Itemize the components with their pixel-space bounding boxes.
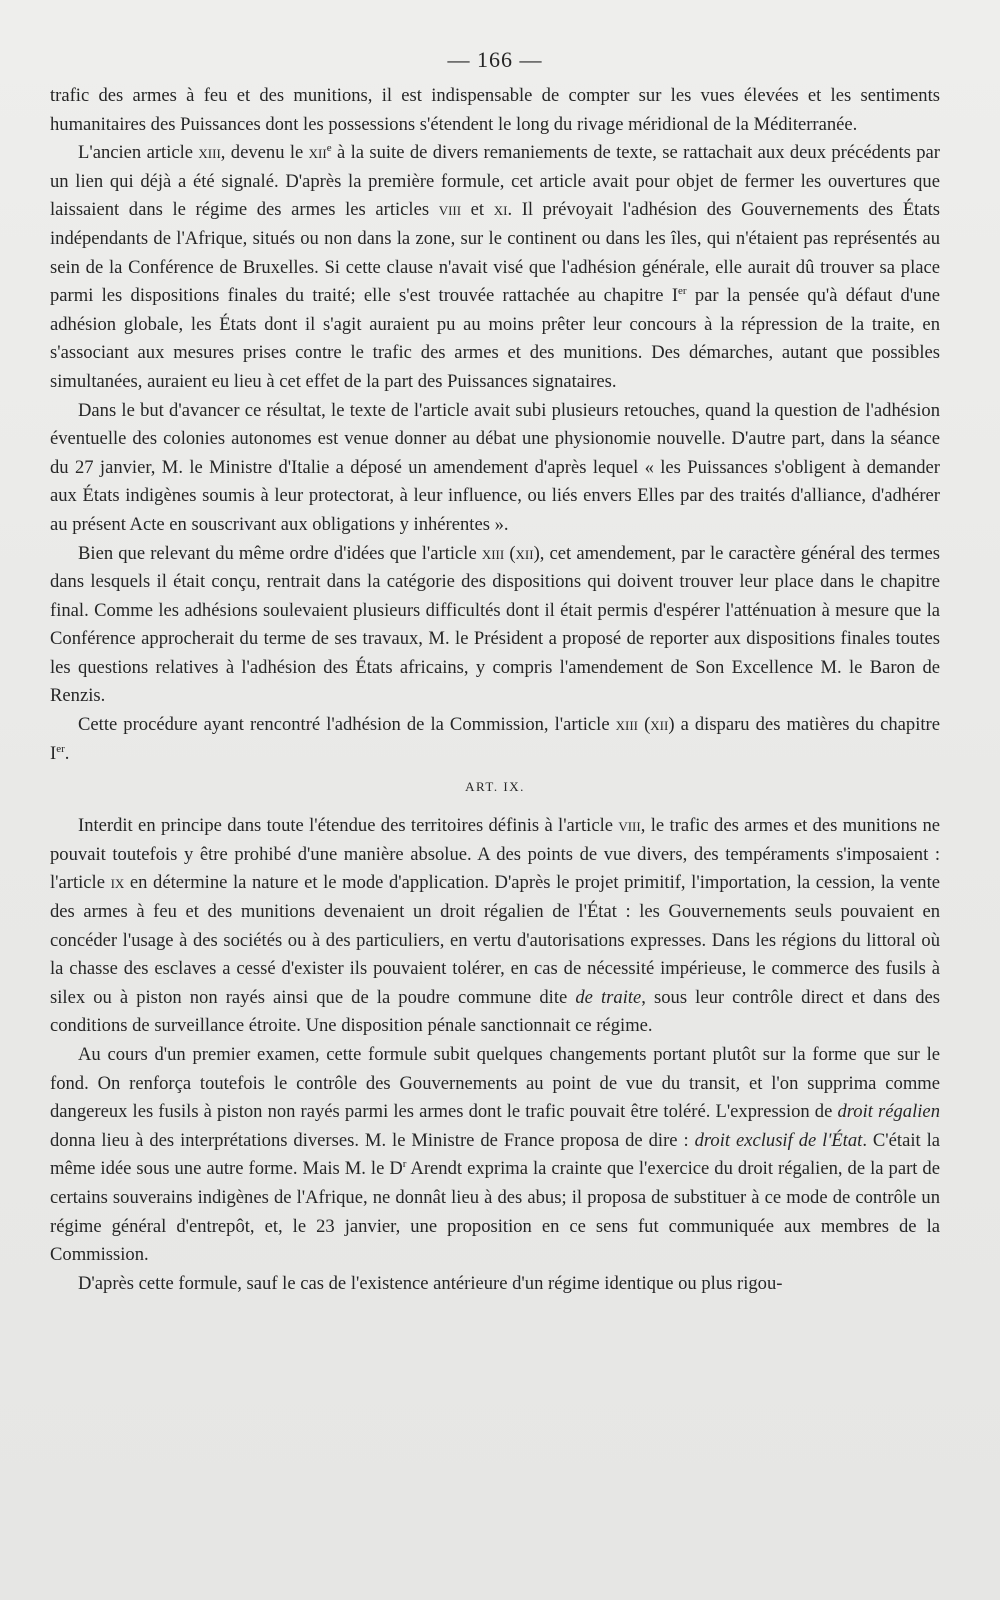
paragraph: trafic des armes à feu et des munitions, il est indispensable de compter sur les vues élevées et les sentiments humanitaires des Puissances dont les possessions s'étendent le long du rivage méridional de la Méditerranée. [50, 85, 940, 135]
text-run: Au cours d'un premier examen, cette formule subit quelques changements portant plutôt sur la forme que sur le fond. On renforça toutefois le contrôle des Gouvernements au point de vue du transit, et l'on supprima comme dangereux les fusils à piston non rayés parmi les armes dont le trafic pouvait être toléré. L'expression de [50, 1044, 940, 1123]
roman-numeral: ix [110, 872, 125, 894]
text-run: . [64, 742, 70, 764]
text-run: et [461, 199, 494, 221]
body-text [50, 82, 940, 1298]
text-run: à la suite de divers remaniements de texte, se rattachait aux deux précédents par un lien qui déjà a été signalé. D'après la première formule, cet article avait pour objet de fermer les ouvertures que laissaient dans le régime des armes les articles [50, 142, 940, 221]
article-heading: ART. IX. [465, 779, 525, 795]
roman-numeral: xii [650, 714, 669, 736]
page-number: — 166 — [447, 47, 543, 72]
roman-numeral: xiii [615, 714, 639, 736]
paragraph [50, 139, 940, 396]
roman-numeral: viii [618, 815, 641, 837]
text-run: , sous leur contrôle direct et dans des conditions de surveillance étroite. Une disposition pénale sanctionnait ce régime. [50, 986, 940, 1037]
italic-text: droit exclusif de l'État [694, 1129, 863, 1151]
text-run: Cette procédure ayant rencontré l'adhésion de la Commission, l'article [78, 714, 616, 736]
italic-text: de traite [575, 986, 642, 1008]
roman-numeral: xii [308, 142, 327, 164]
text-run: en détermine la nature et le mode d'application. D'après le projet primitif, l'importation, la cession, la vente des armes à feu et des munitions devenaient un droit régalien de l'État : les Gouvernements seuls pouvaient en concéder l'usage à des sociétés ou à des particuliers, en vertu d'autorisations expresses. Dans les régions du littoral où la chasse des esclaves a cessé d'exister ils pouvaient tolérer, en cas de nécessité impérieuse, le commerce des fusils à silex ou à piston non rayés ainsi que de la poudre commune dite [50, 872, 940, 1008]
paragraph: D'après cette formule, sauf le cas de l'existence antérieure d'un régime identique ou plus rigou- [78, 1272, 783, 1294]
paragraph [50, 540, 940, 712]
text-run: Arendt exprima la crainte que l'exercice du droit régalien, de la part de certains souverains indigènes de l'Afrique, ne donnât lieu à des abus; il proposa de substituer à ce mode de contrôle un régime général d'entrepôt, et, le 23 janvier, une proposition en ce sens fut communiquée aux membres de la Commission. [50, 1158, 940, 1266]
paragraph [50, 812, 940, 1041]
paragraph [50, 711, 940, 768]
text-run: . Il prévoyait l'adhésion des Gouvernements des États indépendants de l'Afrique, situés ou non dans la zone, sur le continent ou dans les îles, qui n'étaient pas représentés au sein de la Conférence de Bruxelles. Si cette clause n'avait visé que l'adhésion générale, elle aurait dû trouver sa place parmi les dispositions finales du traité; elle s'est trouvée rattachée au chapitre I [50, 199, 940, 307]
roman-numeral: viii [438, 199, 462, 221]
text-run: ( [638, 714, 651, 736]
text-run: , devenu le [220, 142, 309, 164]
text-run: ( [504, 542, 516, 564]
text-run: , le trafic des armes et des munitions ne pouvait toutefois y être prohibé d'une manière absolue. A des points de vue divers, des tempéraments s'imposaient : l'article [50, 815, 941, 894]
text-run: L'ancien article [78, 142, 199, 164]
text-run: ) a disparu des matières du chapitre I [50, 714, 941, 764]
text-run: ), cet amendement, par le caractère général des termes dans lesquels il était conçu, rentrait dans la catégorie des dispositions qui doivent trouver leur place dans le chapitre final. Comme les adhésions soulevaient plusieurs difficultés dont il était permis d'espérer l'atténuation à mesure que la Conférence approcherait du terme de ses travaux, M. le Président a proposé de reporter aux dispositions finales toutes les questions relatives à l'adhésion des États africains, y compris l'amendement de Son Excellence M. le Baron de Renzis. [50, 542, 940, 707]
text-run: donna lieu à des interprétations diverses. M. le Ministre de France proposa de dire : [50, 1129, 695, 1151]
roman-numeral: xiii [198, 142, 221, 164]
text-run: Bien que relevant du même ordre d'idées que l'article [78, 542, 482, 564]
italic-text: droit régalien [837, 1101, 940, 1123]
text-run: Interdit en principe dans toute l'étendue des territoires définis à l'article [78, 815, 619, 837]
text-run: . C'était la même idée sous une autre forme. Mais M. le D [50, 1129, 941, 1180]
roman-numeral: xiii [481, 542, 505, 564]
roman-numeral: xi [493, 199, 508, 221]
text-run: par la pensée qu'à défaut d'une adhésion globale, les États dont il s'agit auraient pu au moins prêter leur concours à la répression de la traite, en s'associant aux mesures prises contre le trafic des armes et des munitions. Des démarches, autant que possibles simultanées, auraient eu lieu à cet effet de la part des Puissances signataires. [50, 285, 940, 392]
roman-numeral: xii [515, 542, 534, 564]
superscript: er [56, 742, 65, 755]
paragraph [50, 1041, 940, 1270]
superscript: er [678, 284, 687, 297]
superscript: e [326, 142, 332, 154]
superscript: r [402, 1158, 407, 1171]
paragraph: Dans le but d'avancer ce résultat, le texte de l'article avait subi plusieurs retouches, quand la question de l'adhésion éventuelle des colonies autonomes est venue donner au débat une physionomie nouvelle. D'autre part, dans la séance du 27 janvier, M. le Ministre d'Italie a déposé un amendement d'après lequel « les Puissances s'obligent à demander aux États indigènes soumis à leur protectorat, à leur influence, ou liés envers Elles par des traités d'alliance, d'adhérer au présent Acte en souscrivant aux obligations y inhérentes ». [50, 399, 940, 535]
